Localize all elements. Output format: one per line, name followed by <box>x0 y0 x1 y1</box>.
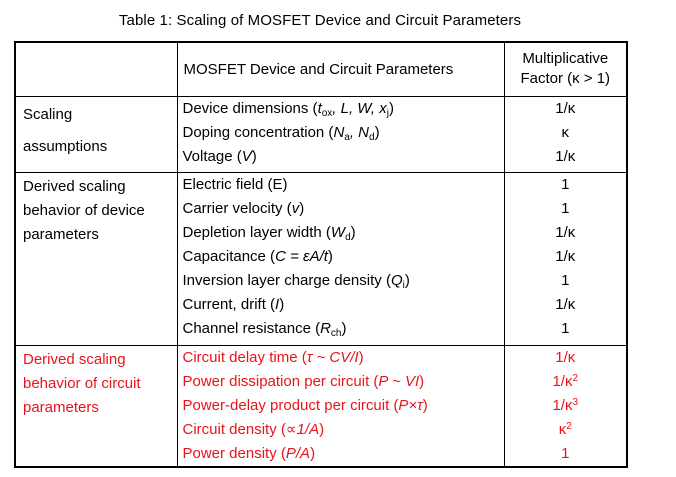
group-label <box>15 96 177 172</box>
param-row: Power-delay product per circuit (P×τ) <box>182 396 428 414</box>
param-row: Circuit density (∝1/A) <box>182 420 325 438</box>
param-row: Power density (P/A) <box>182 444 316 462</box>
factor-value: 1 <box>561 271 570 289</box>
factor-value: $\kappa^2$ <box>558 420 572 438</box>
group-scaling-assumptions <box>15 96 627 172</box>
factor-list <box>504 345 627 467</box>
param-row: Current, drift (I) <box>182 295 285 313</box>
header-row <box>15 42 627 96</box>
param-row: Capacitance (C = εA/t) <box>182 247 333 265</box>
param-list <box>177 96 504 172</box>
scaling-table <box>14 41 628 468</box>
factor-value: 1/κ <box>555 223 576 241</box>
factor-value: $1/\kappa^3$ <box>552 396 579 414</box>
group-label-line: behavior of circuit <box>23 374 141 392</box>
factor-list <box>504 96 627 172</box>
factor-value: 1/κ <box>555 147 576 165</box>
param-row: Inversion layer charge density $(Q_i)$ <box>182 271 410 291</box>
header-factor-line1: Multiplicative <box>522 50 609 68</box>
group-label-line: assumptions <box>23 137 108 155</box>
factor-value: 1/κ <box>555 348 576 366</box>
factor-value: 1/κ <box>555 295 576 313</box>
header-parameters: MOSFET Device and Circuit Parameters <box>177 42 504 96</box>
param-row: Channel resistance $(R_{ch})$ <box>182 319 347 339</box>
group-label-line: Derived scaling <box>23 177 126 195</box>
param-row: Carrier velocity (v) <box>182 199 305 217</box>
group-label <box>15 172 177 345</box>
table-caption: Table 1: Scaling of MOSFET Device and Circuit Parameters <box>118 12 522 29</box>
group-label-line: Derived scaling <box>23 350 126 368</box>
param-row: Circuit delay time (τ ~ CV/I) <box>182 348 364 366</box>
factor-value: 1/κ <box>555 99 576 117</box>
group-label-line: Scaling <box>23 105 73 123</box>
param-row: Power dissipation per circuit (P ~ VI) <box>182 372 425 390</box>
factor-value: 1 <box>561 175 570 193</box>
header-factor <box>504 42 627 96</box>
param-row: Device dimensions ($t_{ox}$, L, W, $x_j$) <box>182 99 394 119</box>
param-row: Electric field (E) <box>182 175 288 193</box>
factor-value: 1/κ <box>555 247 576 265</box>
factor-value: 1 <box>561 199 570 217</box>
group-device-parameters <box>15 172 627 345</box>
factor-value: κ <box>561 123 569 141</box>
param-list <box>177 345 504 467</box>
factor-value: $1/\kappa^2$ <box>552 372 579 390</box>
param-list <box>177 172 504 345</box>
param-row: Depletion layer width $(W_d)$ <box>182 223 356 243</box>
group-label-line: parameters <box>23 398 99 416</box>
group-label-line: parameters <box>23 225 99 243</box>
header-factor-line2: Factor (κ > 1) <box>520 70 611 88</box>
factor-list <box>504 172 627 345</box>
param-row: Voltage (V) <box>182 147 257 165</box>
group-label <box>15 345 177 467</box>
group-circuit-parameters <box>15 345 627 467</box>
param-row: Doping concentration ($N_a$, $N_d$) <box>182 123 380 143</box>
header-empty-cell <box>15 42 177 96</box>
group-label-line: behavior of device <box>23 201 145 219</box>
factor-value: 1 <box>561 444 570 462</box>
factor-value: 1 <box>561 319 570 337</box>
